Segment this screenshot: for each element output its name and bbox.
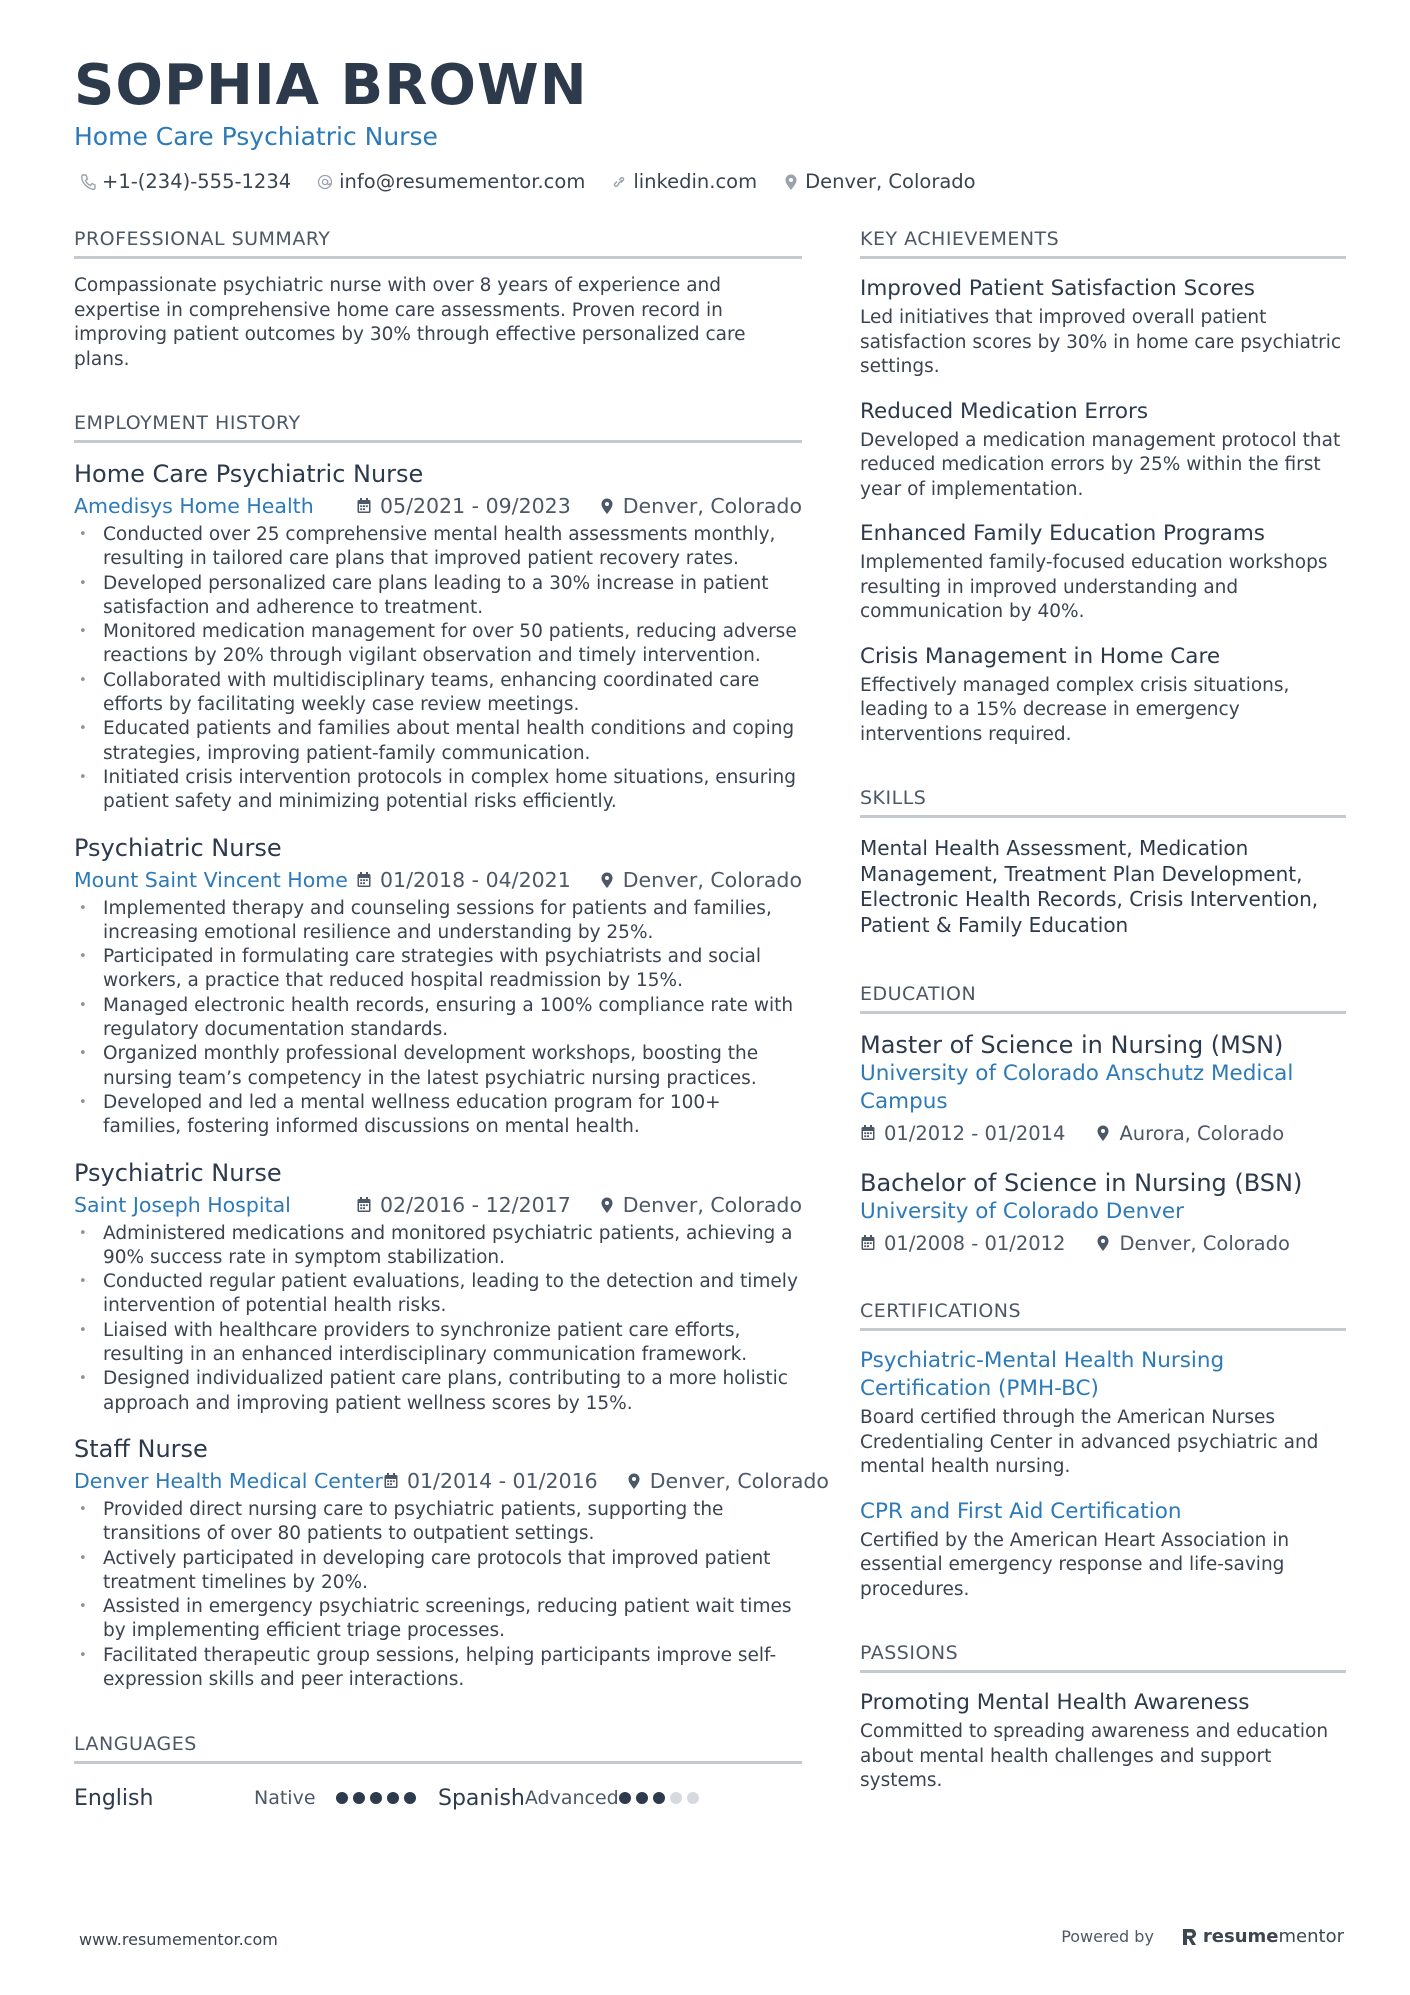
passions-list — [860, 1689, 1346, 1794]
bullet-item: • Developed and led a mental wellness education program for 100+ families, fostering informed discussions on mental health. — [74, 1091, 802, 1140]
footer-website[interactable]: www.resumementor.com — [79, 1930, 278, 1949]
education-location-text: Denver, Colorado — [1119, 1231, 1290, 1255]
passions-heading: PASSIONS — [860, 1642, 1346, 1673]
company-name[interactable]: Denver Health Medical Center — [74, 1468, 383, 1493]
job-bullets — [74, 897, 802, 1140]
language-name: English — [74, 1785, 154, 1811]
language-level: Native — [254, 1787, 316, 1810]
linkedin-text: linkedin.com — [633, 170, 758, 193]
footer-branding — [1061, 1926, 1344, 1947]
job-entry-title: Staff Nurse — [74, 1434, 208, 1463]
language-item — [74, 1786, 438, 1811]
job-entry-title: Psychiatric Nurse — [74, 833, 282, 862]
bullet-item: • Monitored medication management for over 50 patients, reducing adverse reactions by 20% through vigilant observation and timely intervention. — [74, 620, 802, 669]
achievement-text: Led initiatives that improved overall patient satisfaction scores by 30% in home care psychiatric settings. — [860, 307, 1342, 377]
location-pin-icon — [1095, 1124, 1111, 1142]
job-bullets — [74, 1222, 802, 1416]
bullet-item: • Participated in formulating care strategies with psychiatrists and social workers, a practice that reduced hospital readmission by 15%. — [74, 945, 802, 994]
company-name[interactable]: Amedisys Home Health — [74, 494, 314, 518]
bullet-item: • Actively participated in developing care protocols that improved patient treatment timelines by 20%. — [74, 1547, 802, 1596]
skills-heading: SKILLS — [860, 787, 1346, 818]
certification-item — [860, 1347, 1346, 1480]
location-pin-icon — [599, 497, 615, 515]
job-location — [599, 868, 802, 892]
rating-dot — [353, 1792, 365, 1804]
job-entry — [74, 833, 802, 1140]
rating-dot — [636, 1792, 648, 1804]
summary-heading: PROFESSIONAL SUMMARY — [74, 228, 802, 259]
job-entry — [74, 459, 802, 815]
certification-item — [860, 1498, 1346, 1603]
achievement-item — [860, 643, 1346, 748]
job-dates — [356, 1193, 571, 1217]
contact-phone[interactable] — [80, 170, 291, 194]
certifications-list — [860, 1347, 1346, 1602]
brand-name-bold: resume — [1202, 1926, 1279, 1947]
bullet-item: • Conducted over 25 comprehensive mental health assessments monthly, resulting in tailored care plans that improved patient recovery rates. — [74, 523, 802, 572]
job-entry — [74, 1158, 802, 1416]
company-name[interactable]: Mount Saint Vincent Home — [74, 867, 348, 892]
bullet-item: • Conducted regular patient evaluations, leading to the detection and timely intervention of potential health risks. — [74, 1270, 802, 1319]
job-location — [626, 1469, 829, 1493]
language-rating — [619, 1792, 699, 1804]
calendar-icon — [356, 1196, 372, 1214]
education-heading: EDUCATION — [860, 983, 1346, 1014]
language-level: Advanced — [524, 1787, 619, 1810]
powered-by-label: Powered by — [1061, 1927, 1154, 1946]
language-rating — [336, 1792, 416, 1804]
job-dates-text: 02/2016 - 12/2017 — [379, 1192, 571, 1217]
education-school[interactable]: University of Colorado Anschutz Medical Campus — [860, 1061, 1294, 1114]
certification-title[interactable]: Psychiatric-Mental Health Nursing Certification (PMH-BC) — [860, 1348, 1225, 1401]
calendar-icon — [860, 1234, 876, 1252]
job-meta — [74, 863, 802, 897]
job-bullets — [74, 1498, 802, 1692]
location-pin-icon — [599, 1196, 615, 1214]
rating-dot — [687, 1792, 699, 1804]
bullet-item: • Designed individualized patient care plans, contributing to a more holistic approach and improving patient wellness scores by 15%. — [74, 1367, 802, 1416]
job-dates — [356, 494, 571, 518]
passion-item — [860, 1689, 1346, 1794]
rating-dot — [670, 1792, 682, 1804]
achievement-item — [860, 275, 1346, 380]
achievement-title: Crisis Management in Home Care — [860, 643, 1221, 669]
certification-text: Board certified through the American Nurses Credentialing Center in advanced psychiatric and mental health nursing. — [860, 1407, 1319, 1477]
passion-title: Promoting Mental Health Awareness — [860, 1690, 1250, 1715]
bullet-item: • Administered medications and monitored psychiatric patients, achieving a 90% success rate in symptom stabilization. — [74, 1222, 802, 1271]
education-item — [860, 1168, 1346, 1260]
job-location — [599, 1193, 802, 1217]
rating-dot — [619, 1792, 631, 1804]
education-location — [1095, 1232, 1290, 1255]
location-pin-icon — [783, 173, 799, 191]
education-list — [860, 1030, 1346, 1260]
education-dates-text: 01/2012 - 01/2014 — [884, 1121, 1066, 1145]
job-bullets — [74, 523, 802, 815]
education-item — [860, 1030, 1346, 1150]
bullet-item: • Organized monthly professional development workshops, boosting the nursing team’s competency in the latest psychiatric nursing practices. — [74, 1042, 802, 1091]
contact-bar — [80, 170, 976, 194]
phone-icon — [80, 173, 96, 191]
job-entry-title: Home Care Psychiatric Nurse — [74, 460, 424, 488]
certification-text: Certified by the American Heart Association in essential emergency response and life-saving procedures. — [860, 1529, 1290, 1600]
rating-dot — [370, 1792, 382, 1804]
job-dates-text: 01/2014 - 01/2016 — [406, 1468, 598, 1493]
education-meta — [860, 1226, 1346, 1260]
achievement-item — [860, 520, 1346, 625]
job-location-text: Denver, Colorado — [649, 1468, 829, 1493]
employment-list — [74, 459, 829, 1692]
location-pin-icon — [1095, 1234, 1111, 1252]
company-name[interactable]: Saint Joseph Hospital — [74, 1192, 291, 1217]
passion-text: Committed to spreading awareness and education about mental health challenges and support systems. — [860, 1721, 1329, 1791]
phone-text: +1-(234)-555-1234 — [102, 170, 292, 193]
job-entry — [74, 1434, 829, 1692]
bullet-item: • Educated patients and families about mental health conditions and coping strategies, improving patient-family communication. — [74, 717, 802, 766]
job-location-text: Denver, Colorado — [622, 494, 802, 518]
job-dates-text: 01/2018 - 04/2021 — [379, 867, 571, 892]
calendar-icon — [356, 871, 372, 889]
education-meta — [860, 1116, 1346, 1150]
at-icon — [317, 173, 333, 191]
achievement-title: Enhanced Family Education Programs — [860, 521, 1265, 546]
location-pin-icon — [599, 871, 615, 889]
education-degree: Master of Science in Nursing (MSN) — [860, 1031, 1284, 1059]
job-location-text: Denver, Colorado — [622, 1192, 802, 1217]
education-school[interactable]: University of Colorado Denver — [860, 1199, 1184, 1224]
contact-location — [783, 170, 976, 194]
certifications-heading: CERTIFICATIONS — [860, 1300, 1346, 1331]
achievement-title: Reduced Medication Errors — [860, 398, 1149, 424]
education-dates-text: 01/2008 - 01/2012 — [884, 1231, 1066, 1255]
rating-dot — [336, 1792, 348, 1804]
job-dates — [383, 1469, 598, 1493]
email-text: info@resumementor.com — [339, 170, 586, 193]
summary-text: Compassionate psychiatric nurse with over 8 years of experience and expertise in comprehensive home care assessments. Proven record in improving patient outcomes by 30% through effective personalized care plans. — [74, 275, 746, 370]
calendar-icon — [860, 1124, 876, 1142]
calendar-icon — [356, 497, 372, 515]
job-title: Home Care Psychiatric Nurse — [74, 122, 438, 151]
link-icon — [611, 173, 627, 191]
employment-heading: EMPLOYMENT HISTORY — [74, 412, 802, 443]
bullet-item: • Implemented therapy and counseling sessions for patients and families, increasing emotional resilience and understanding by 25%. — [74, 897, 802, 946]
contact-email[interactable] — [317, 170, 585, 194]
language-name: Spanish — [438, 1785, 525, 1811]
bullet-item: • Facilitated therapeutic group sessions, helping participants improve self-expression skills and peer interactions. — [74, 1644, 802, 1693]
education-dates — [860, 1232, 1065, 1255]
job-meta — [74, 489, 802, 523]
achievement-text: Developed a medication management protocol that reduced medication errors by 25% within the first year of implementation. — [860, 429, 1341, 500]
location-pin-icon — [626, 1472, 642, 1490]
brand-logo[interactable] — [1180, 1926, 1344, 1947]
language-item — [438, 1786, 638, 1811]
rating-dot — [404, 1792, 416, 1804]
bullet-item: • Assisted in emergency psychiatric screenings, reducing patient wait times by implementing efficient triage processes. — [74, 1595, 802, 1644]
education-degree: Bachelor of Science in Nursing (BSN) — [860, 1169, 1303, 1197]
location-text: Denver, Colorado — [805, 170, 976, 193]
brand-name-light: mentor — [1278, 1926, 1344, 1947]
bullet-item: • Initiated crisis intervention protocols in complex home situations, ensuring patient safety and minimizing potential risks efficiently. — [74, 766, 802, 815]
bullet-item: • Provided direct nursing care to psychiatric patients, supporting the transitions of over 80 patients to outpatient settings. — [74, 1498, 802, 1547]
resumementor-logo-icon — [1180, 1927, 1198, 1947]
bullet-item: • Liaised with healthcare providers to synchronize patient care efforts, resulting in an enhanced interdisciplinary communication framework. — [74, 1319, 802, 1368]
certification-title[interactable]: CPR and First Aid Certification — [860, 1498, 1182, 1524]
skills-text: Mental Health Assessment, Medication Management, Treatment Plan Development, Electronic Health Records, Crisis Intervention, Patient & Family Education — [860, 836, 1319, 937]
bullet-item: • Managed electronic health records, ensuring a 100% compliance rate with regulatory documentation standards. — [74, 994, 802, 1043]
achievement-text: Implemented family-focused education workshops resulting in improved understanding and communication by 40%. — [860, 552, 1328, 622]
achievements-heading: KEY ACHIEVEMENTS — [860, 228, 1346, 259]
education-location — [1095, 1122, 1284, 1145]
job-location — [599, 494, 802, 518]
job-meta — [74, 1464, 829, 1498]
achievement-title: Improved Patient Satisfaction Scores — [860, 276, 1256, 301]
rating-dot — [387, 1792, 399, 1804]
bullet-item: • Developed personalized care plans leading to a 30% increase in patient satisfaction and adherence to treatment. — [74, 572, 802, 621]
languages-list — [74, 1778, 802, 1818]
achievement-item — [860, 398, 1346, 503]
achievements-list — [860, 275, 1346, 747]
languages-heading: LANGUAGES — [74, 1733, 802, 1764]
job-entry-title: Psychiatric Nurse — [74, 1158, 282, 1187]
job-dates-text: 05/2021 - 09/2023 — [379, 494, 571, 518]
job-dates — [356, 868, 571, 892]
contact-linkedin[interactable] — [611, 170, 757, 194]
calendar-icon — [383, 1472, 399, 1490]
education-location-text: Aurora, Colorado — [1119, 1121, 1285, 1145]
right-column — [860, 228, 1346, 1794]
job-location-text: Denver, Colorado — [622, 867, 802, 892]
rating-dot — [653, 1792, 665, 1804]
achievement-text: Effectively managed complex crisis situations, leading to a 15% decrease in emergency interventions required. — [860, 674, 1290, 745]
job-meta — [74, 1188, 802, 1222]
left-column — [74, 228, 829, 1818]
education-dates — [860, 1122, 1065, 1145]
bullet-item: • Collaborated with multidisciplinary teams, enhancing coordinated care efforts by facilitating weekly case review meetings. — [74, 669, 802, 718]
candidate-name: SOPHIA BROWN — [74, 53, 588, 118]
